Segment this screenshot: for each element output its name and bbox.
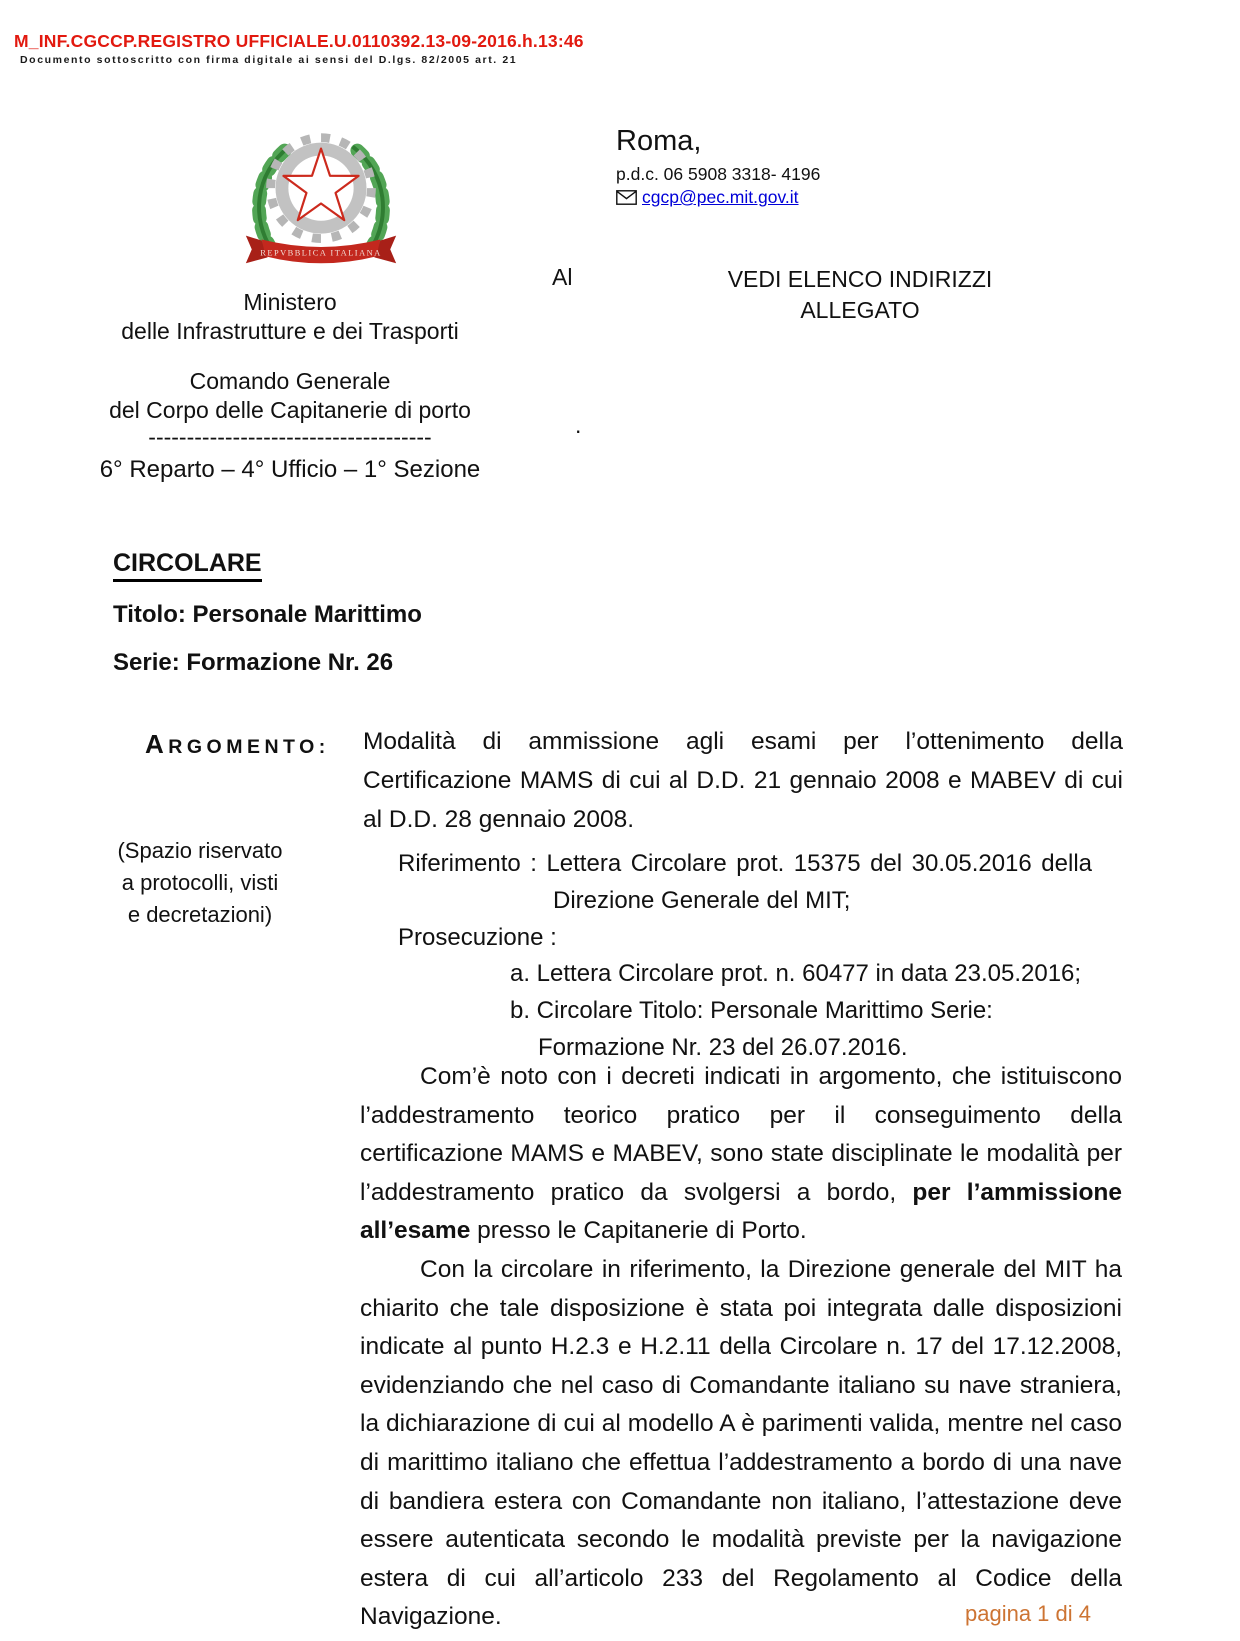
ministry-letterhead [95,288,485,484]
circolare-heading: CIRCOLARE [113,550,262,582]
margin-note-line2: a protocolli, visti [121,870,279,895]
digital-signature-note: Documento sottoscritto con firma digitale ai sensi del D.lgs. 82/2005 art. 21 [20,54,518,66]
recipient-line1: VEDI ELENCO INDIRIZZI [727,266,993,292]
body-p1-bold: per l’ammissione all’esame [360,1178,1122,1245]
prosecuzione-item-b-cont: Formazione Nr. 23 del 26.07.2016. [538,1033,908,1061]
prosecuzione-item-a: a. Lettera Circolare prot. n. 60477 in data 23.05.2016; [510,960,1082,988]
recipient-block [700,264,1020,326]
margin-note [100,835,300,931]
margin-note-line3: e decretazioni) [127,902,273,927]
prosecuzione-item-b: b. Circolare Titolo: Personale Marittimo Serie: [510,997,993,1025]
references-block [398,846,1092,1067]
email-link[interactable]: cgcp@pec.mit.gov.it [642,187,799,207]
margin-note-line1: (Spazio riservato [117,838,283,863]
contact-block [616,124,820,208]
prosecuzione-label: Prosecuzione : [398,923,557,951]
riferimento-line1: Riferimento : Lettera Circolare prot. 15375 del 30.05.2016 della [398,850,1092,877]
italy-emblem-icon [232,124,410,274]
letterhead-divider: ------------------------------------- [148,424,432,450]
circolare-titolo: Titolo: Personale Marittimo [113,600,422,628]
body-p1-before: Com’è noto con i decreti indicati in argomento, che istituiscono l’addestramento teorico pratico per il conseguimento della certificazione MAMS e MABEV, sono state disciplinate le modalità per l’addestramento pratico da svolgersi a bordo, [360,1063,1122,1206]
city-date-line: Roma, [616,125,702,157]
command-line2: del Corpo delle Capitanerie di porto [109,397,471,423]
page-number: pagina 1 di 4 [965,1601,1091,1626]
email-line [616,186,820,208]
ministry-name-line2: delle Infrastrutture e dei Trasporti [121,318,459,344]
italy-emblem [232,124,410,274]
circolare-section [113,550,422,677]
registry-stamp-protocol: M_INF.CGCCP.REGISTRO UFFICIALE.U.0110392.13-09-2016.h.13:46 [14,31,584,51]
ribbon-text: REPVBBLICA ITALIANA [260,248,382,258]
argomento-label: ARGOMENTO: [145,729,330,759]
phone-line: p.d.c. 06 5908 3318- 4196 [616,164,821,184]
argomento-text: Modalità di ammissione agli esami per l’ottenimento della Certificazione MAMS di cui al D.D. 21 gennaio 2008 e MABEV di cui al D.D. 28 gennaio 2008. [363,728,1123,833]
stray-dot: . [575,412,582,438]
body-p1-after: presso le Capitanerie di Porto. [470,1217,807,1245]
ministry-name-line1: Ministero [243,289,337,315]
department-line: 6° Reparto – 4° Ufficio – 1° Sezione [99,456,481,483]
command-line1: Comando Generale [189,368,391,394]
body-paragraph-2: Con la circolare in riferimento, la Direzione generale del MIT ha chiarito che tale disposizione è stata poi integrata dalle disposizioni indicate al punto H.2.3 e H.2.11 della Circolare n. 17 del 17.12.2008, evidenziando che nel caso di Comandante italiano su nave straniera, la dichiarazione di cui al modello A è parimenti valida, mentre nel caso di marittimo italiano che effettua l’addestramento a bordo di una nave di bandiera estera con Comandante non italiano, l’attestazione deve essere autenticata secondo le modalità previste per la navigazione estera di cui all’articolo 233 del Regolamento al Codice della Navigazione. [360,1255,1122,1631]
registry-stamp [14,31,584,66]
recipient-line2: ALLEGATO [800,297,920,323]
riferimento-line2: Direzione Generale del MIT; [553,886,851,914]
letter-body [360,1058,1122,1637]
recipient-to-label: Al [552,264,573,290]
circolare-serie: Serie: Formazione Nr. 26 [113,648,394,676]
body-paragraph-1 [360,1058,1122,1251]
envelope-icon [616,190,637,205]
